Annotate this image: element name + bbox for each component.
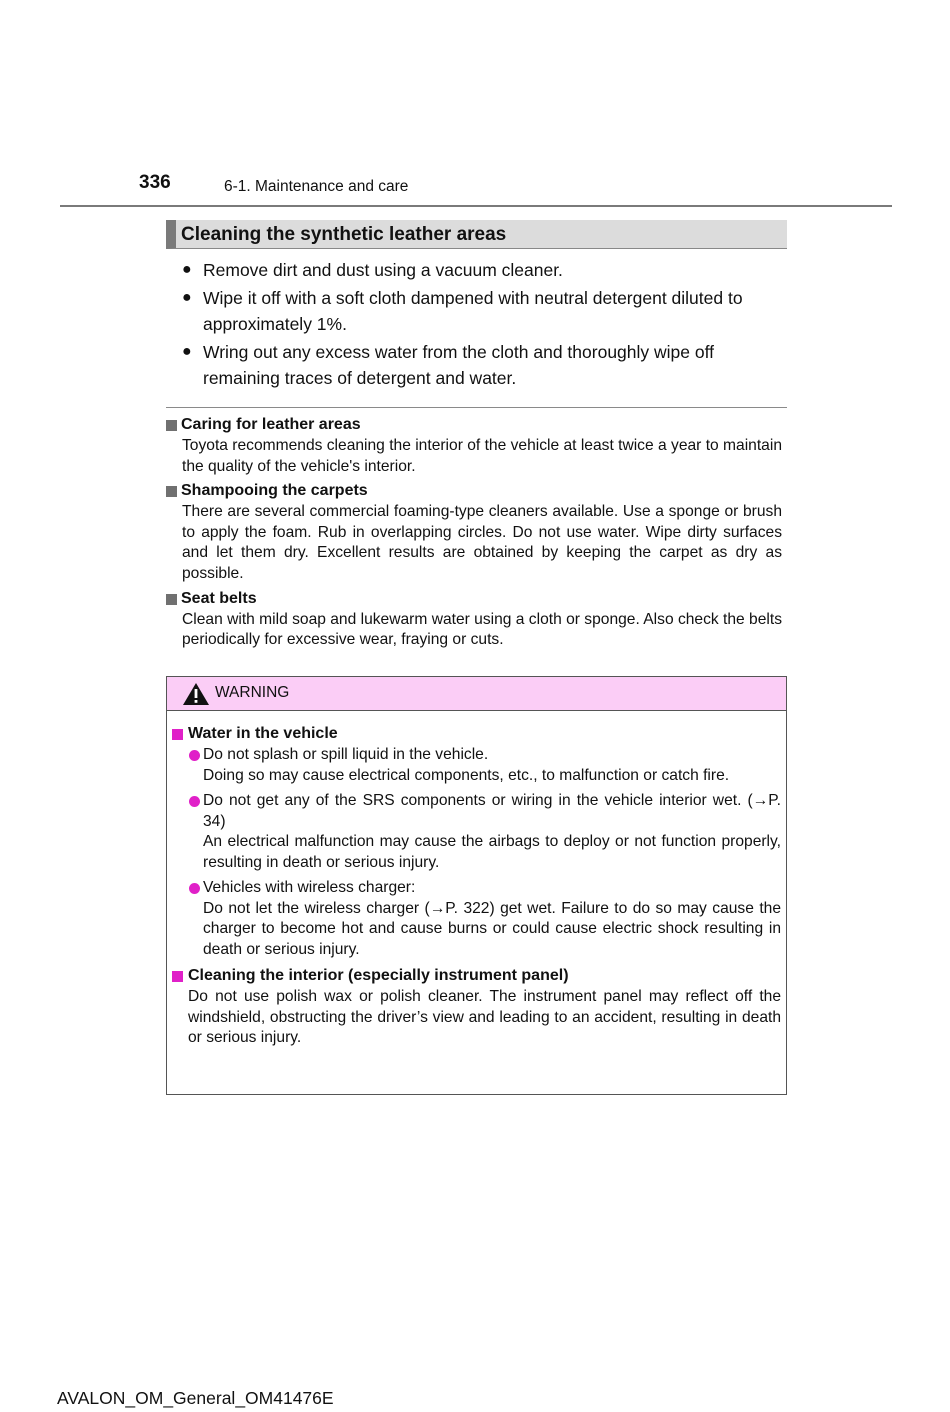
note-body: There are several commercial foaming-type cleaners available. Use a sponge or brush to apply the foam. Rub in overlapping circles. Do not use water. Wipe dirty surfaces and let them dry. Excellent results are obtained by keeping the carpet as dry as possible.: [182, 503, 782, 582]
gray-square-icon: [166, 594, 177, 605]
note-heading: Shampooing the carpets: [166, 480, 782, 502]
footer-doc-id: AVALON_OM_General_OM41476E: [57, 1388, 334, 1408]
pink-square-icon: [172, 729, 183, 740]
page-number: 336: [139, 172, 171, 193]
pink-dot-icon: [189, 883, 200, 894]
bullet-dot-icon: ●: [182, 261, 192, 278]
warning-subheading: Water in the vehicle: [172, 723, 781, 745]
warning-item: [172, 791, 781, 873]
section-divider: [166, 407, 787, 408]
bullet-text: Wipe it off with a soft cloth dampened with neutral detergent diluted to approximately 1%.: [203, 288, 743, 334]
warning-subheading: Cleaning the interior (especially instrument panel): [172, 965, 781, 987]
warning-item-lead: Do not splash or spill liquid in the vehicle.: [203, 746, 489, 763]
warning-item-lead: Do not get any of the SRS components or wiring in the vehicle interior wet. (→P. 34): [203, 792, 781, 830]
bullet-list: [182, 257, 787, 393]
warning-box: [166, 676, 787, 1095]
note-heading: Caring for leather areas: [166, 414, 782, 436]
warning-body: Do not use polish wax or polish cleaner. The instrument panel may reflect off the windshield, obstructing the driver’s view and leading to an accident, resulting in death or serious injury.: [188, 988, 781, 1046]
notes-section: [166, 414, 782, 654]
bullet-text: Remove dirt and dust using a vacuum cleaner.: [203, 260, 563, 280]
warning-header: [167, 677, 786, 711]
note-body: Toyota recommends cleaning the interior of the vehicle at least twice a year to maintain the quality of the vehicle's interior.: [182, 437, 782, 475]
bullet-dot-icon: ●: [182, 289, 192, 306]
bullet-item: [182, 257, 787, 283]
heading-bar: [166, 220, 787, 249]
warning-item: [172, 878, 781, 960]
pink-dot-icon: [189, 796, 200, 807]
warning-label: WARNING: [215, 684, 290, 701]
warning-item-text: An electrical malfunction may cause the airbags to deploy or not function properly, resulting in death or serious injury.: [203, 833, 781, 871]
bullet-item: [182, 339, 787, 391]
warning-triangle-icon: [182, 682, 210, 706]
warning-item-text: Doing so may cause electrical components, etc., to malfunction or catch fire.: [203, 766, 730, 784]
warning-item-text: Do not let the wireless charger (→P. 322) get wet. Failure to do so may cause the charger to become hot and cause burns or could cause electric shock resulting in death or serious injury.: [203, 899, 781, 958]
note-heading: Seat belts: [166, 588, 782, 610]
warning-item: [172, 745, 781, 786]
bullet-dot-icon: ●: [182, 343, 192, 360]
note-body: Clean with mild soap and lukewarm water using a cloth or sponge. Also check the belts periodically for excessive wear, fraying or cuts.: [182, 610, 782, 649]
gray-square-icon: [166, 486, 177, 497]
warning-content: [172, 723, 781, 1049]
pink-dot-icon: [189, 750, 200, 761]
pink-square-icon: [172, 971, 183, 982]
section-title: 6-1. Maintenance and care: [224, 178, 409, 195]
gray-square-icon: [166, 420, 177, 431]
bullet-item: [182, 285, 787, 337]
header-divider: [60, 205, 892, 207]
bullet-text: Wring out any excess water from the cloth and thoroughly wipe off remaining traces of detergent and water.: [203, 342, 715, 388]
heading-title: Cleaning the synthetic leather areas: [181, 224, 507, 245]
warning-item-lead: Vehicles with wireless charger:: [203, 879, 416, 896]
